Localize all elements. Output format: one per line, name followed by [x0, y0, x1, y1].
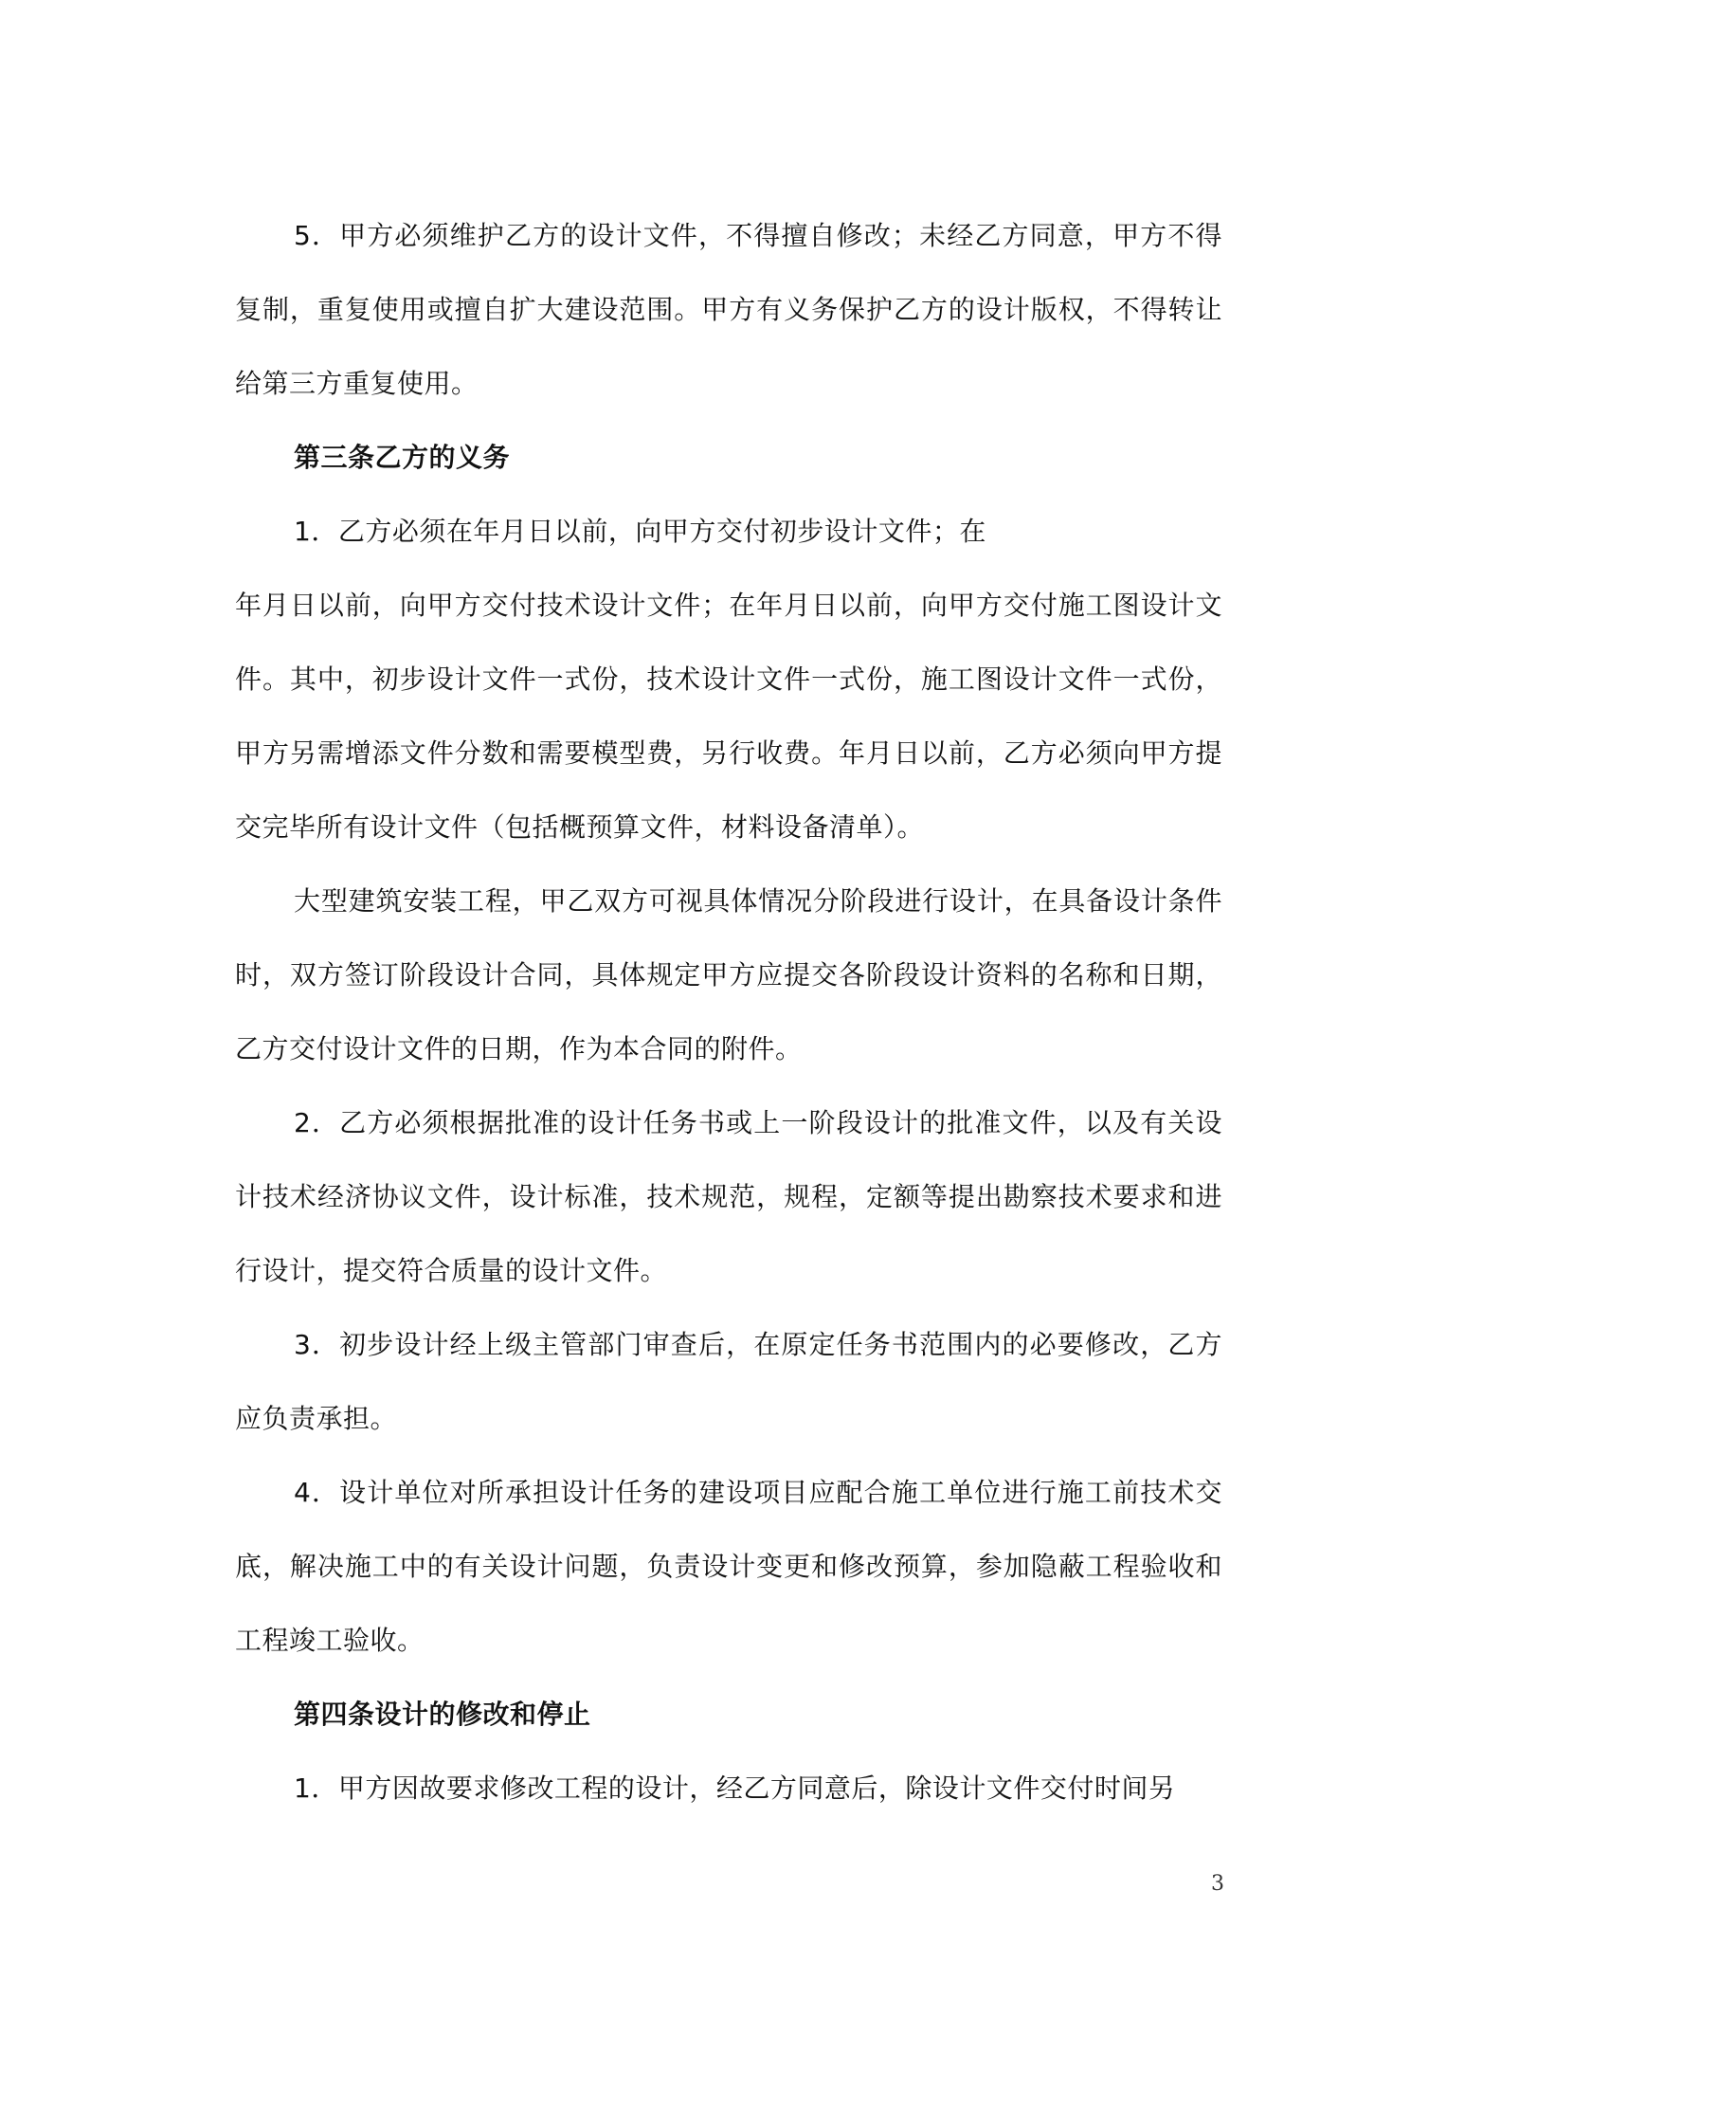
- paragraph-item2-design-basis: 2．乙方必须根据批准的设计任务书或上一阶段设计的批准文件，以及有关设计技术经济协议文件，设计标准，技术规范，规程，定额等提出勘察技术要求和进行设计，提交符合质量的设计文件。: [235, 1107, 1222, 1286]
- paragraph-article4-item1: 1．甲方因故要求修改工程的设计，经乙方同意后，除设计文件交付时间另: [294, 1772, 1176, 1804]
- paragraph-item5-obligation: 5．甲方必须维护乙方的设计文件，不得擅自修改；未经乙方同意，甲方不得复制，重复使用或擅自扩大建设范围。甲方有义务保护乙方的设计版权，不得转让给第三方重复使用。: [235, 220, 1222, 399]
- paragraph-item1-delivery-start: 1．乙方必须在年月日以前，向甲方交付初步设计文件；在: [294, 516, 986, 547]
- section-heading-article3: 第三条乙方的义务: [294, 442, 511, 473]
- page-number: 3: [1211, 1872, 1224, 1896]
- paragraph-item4-construction-support: 4．设计单位对所承担设计任务的建设项目应配合施工单位进行施工前技术交底，解决施工中的有关设计问题，负责设计变更和修改预算，参加隐蔽工程验收和工程竣工验收。: [235, 1477, 1222, 1656]
- paragraph-item3-revisions: 3．初步设计经上级主管部门审查后，在原定任务书范围内的必要修改，乙方应负责承担。: [235, 1329, 1222, 1434]
- section-heading-article4: 第四条设计的修改和停止: [294, 1699, 591, 1730]
- paragraph-large-projects: 大型建筑安装工程，甲乙双方可视具体情况分阶段进行设计，在具备设计条件时，双方签订阶段设计合同，具体规定甲方应提交各阶段设计资料的名称和日期，乙方交付设计文件的日期，作为本合同的附件。: [235, 885, 1222, 1064]
- document-body: [235, 199, 1222, 1826]
- paragraph-item1-delivery-continued: 年月日以前，向甲方交付技术设计文件；在年月日以前，向甲方交付施工图设计文件。其中，初步设计文件一式份，技术设计文件一式份，施工图设计文件一式份，甲方另需增添文件分数和需要模型费，另行收费。年月日以前，乙方必须向甲方提交完毕所有设计文件（包括概预算文件，材料设备清单）。: [235, 590, 1222, 843]
